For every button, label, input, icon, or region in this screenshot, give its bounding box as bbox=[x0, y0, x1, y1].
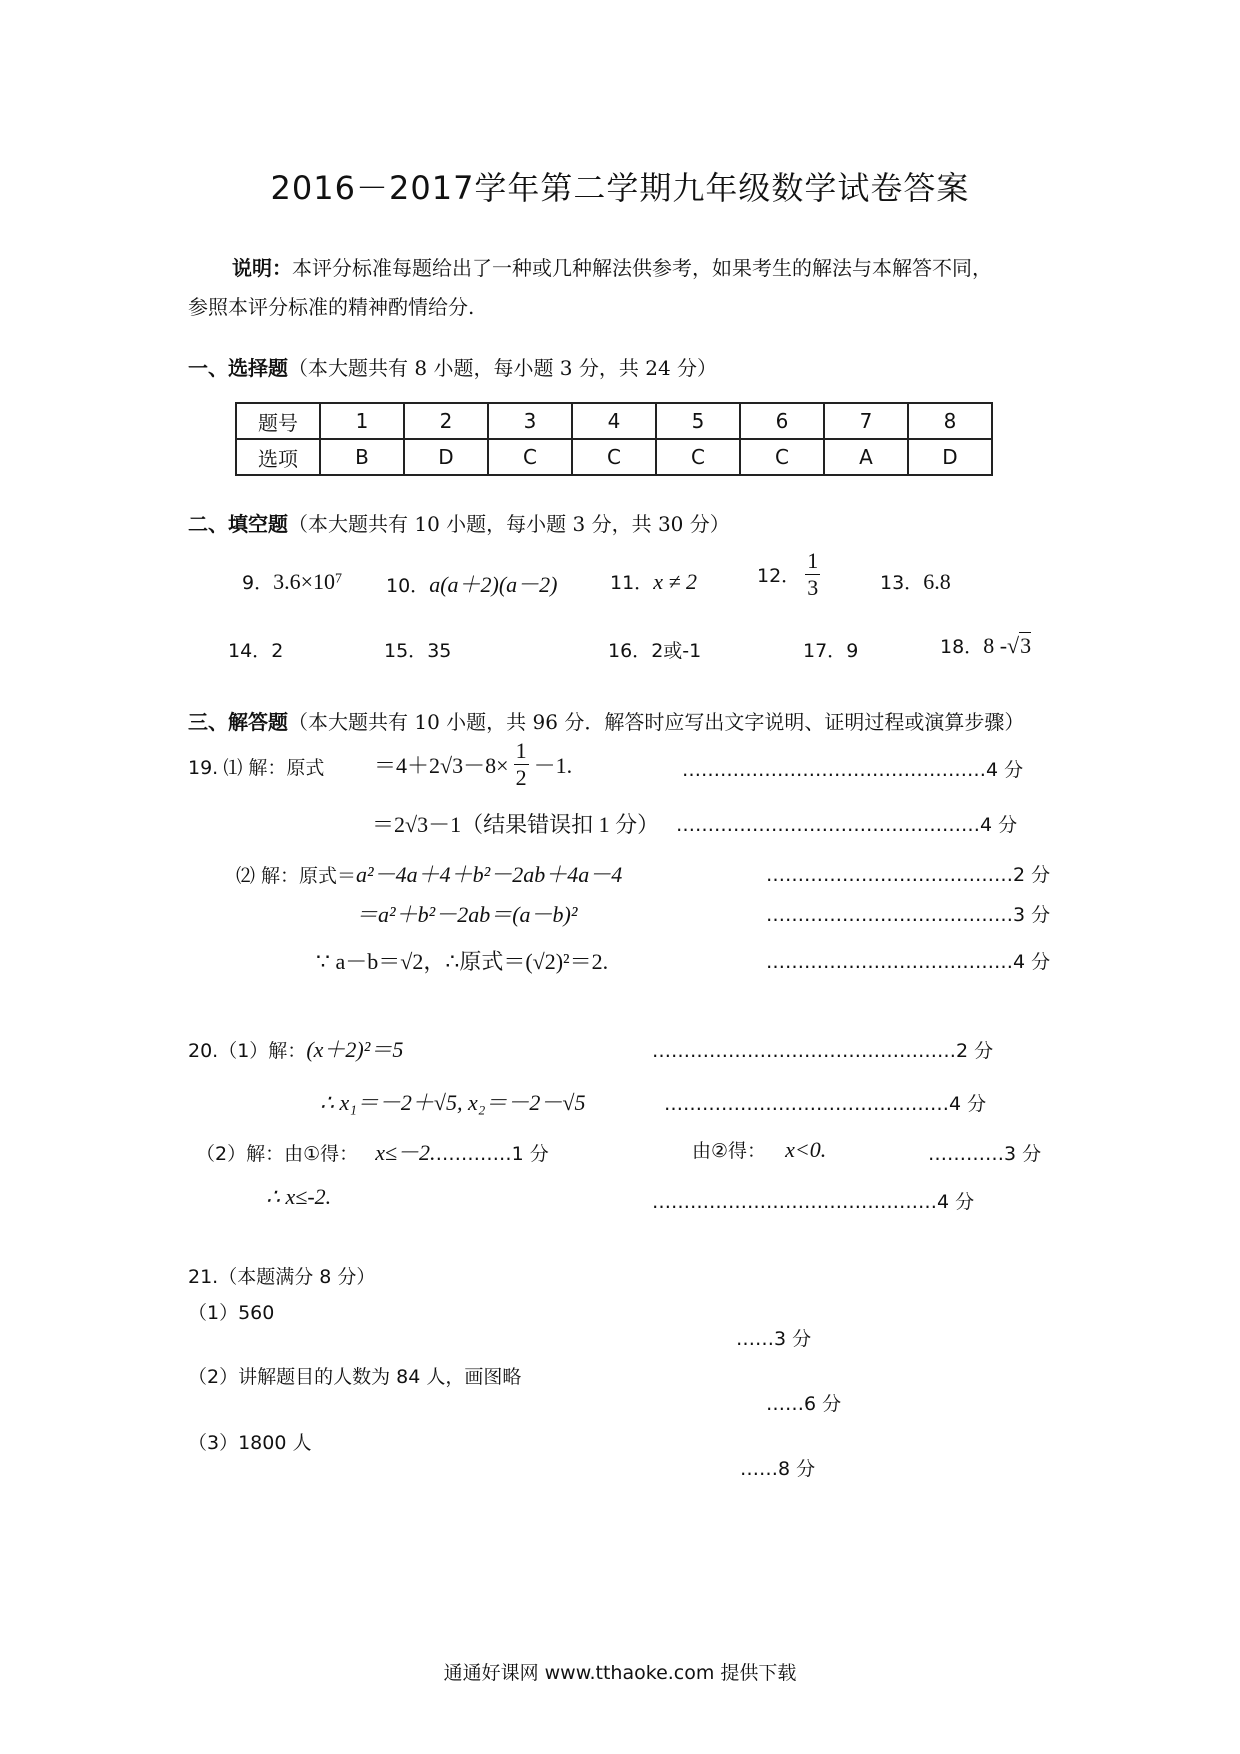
q21-heading: 21.（本题满分 8 分） bbox=[188, 1266, 376, 1288]
part-label: ⑵ 解：原式＝ bbox=[236, 865, 357, 887]
fill-answer-11 bbox=[610, 568, 697, 595]
section2-heading-line bbox=[188, 508, 730, 537]
table-cell-answer: C bbox=[572, 439, 656, 475]
section1-heading-line bbox=[188, 352, 717, 381]
score-dots: …………………………………2 分 bbox=[766, 864, 1051, 886]
table-header-answer: 选项 bbox=[236, 439, 320, 475]
answer-value: 3.6×10 bbox=[273, 569, 336, 594]
q19-part1-expression bbox=[374, 738, 572, 791]
table-header-question: 题号 bbox=[236, 403, 320, 439]
fraction-half bbox=[514, 738, 529, 791]
section3-heading-line bbox=[188, 706, 1024, 735]
score-dots: …………………………………4 分 bbox=[766, 951, 1051, 973]
fill-answer-10 bbox=[386, 568, 558, 599]
expression: x<0. bbox=[785, 1137, 827, 1162]
fraction-numerator: 1 bbox=[515, 738, 527, 763]
answer-fraction bbox=[805, 548, 820, 601]
score-dots: …………………………………3 分 bbox=[766, 904, 1051, 926]
note-label: 说明： bbox=[232, 256, 292, 280]
answer-table-row-questions bbox=[236, 403, 992, 439]
q21-part1: （1）560 bbox=[188, 1302, 275, 1324]
section1-heading: 一、选择题 bbox=[188, 356, 288, 380]
section2-heading: 二、填空题 bbox=[188, 512, 288, 536]
q19-part1-line1 bbox=[188, 753, 324, 780]
question-number: 18． bbox=[940, 636, 984, 658]
question-number: 11． bbox=[610, 572, 654, 594]
note-text-1: 本评分标准每题给出了一种或几种解法供参考，如果考生的解法与本解答不同， bbox=[292, 256, 992, 280]
fill-answer-14 bbox=[228, 636, 283, 663]
fill-answer-16 bbox=[608, 636, 701, 663]
fill-answer-12 bbox=[757, 548, 820, 601]
answer-exponent: 7 bbox=[335, 571, 343, 587]
score-dots: …………………………………………4 分 bbox=[682, 759, 1024, 781]
fill-answer-17 bbox=[803, 636, 858, 663]
part-label: 20.（1）解： bbox=[188, 1040, 307, 1062]
fraction-denominator: 3 bbox=[807, 575, 819, 600]
table-cell-question: 7 bbox=[824, 403, 908, 439]
table-cell-answer: C bbox=[656, 439, 740, 475]
expression: x≤－2. bbox=[375, 1140, 436, 1165]
expression: ＝4＋2√3－8× bbox=[374, 753, 509, 778]
table-cell-question: 1 bbox=[320, 403, 404, 439]
q21-part2: （2）讲解题目的人数为 84 人，画图略 bbox=[188, 1366, 522, 1388]
table-cell-answer: D bbox=[908, 439, 992, 475]
answer-table bbox=[235, 402, 993, 476]
fill-answer-18 bbox=[940, 632, 1031, 659]
q20-part2-line3: ∴ x≤-2. bbox=[266, 1184, 332, 1209]
page-title: 2016－2017学年第二学期九年级数学试卷答案 bbox=[270, 169, 970, 207]
part-label: ⑴ 解：原式 bbox=[223, 757, 325, 779]
answer-value: 35 bbox=[427, 640, 452, 662]
question-number: 17． bbox=[803, 640, 847, 662]
table-cell-answer: A bbox=[824, 439, 908, 475]
q19-part2-line3: ∵ a－b＝√2，∴原式＝(√2)²＝2. bbox=[316, 949, 609, 974]
answer-value: 9 bbox=[846, 640, 859, 662]
answer-value: 6.8 bbox=[923, 569, 951, 594]
q19-part2-line2: ＝a²＋b²－2ab＝(a－b)² bbox=[356, 902, 578, 927]
question-number: 9． bbox=[242, 572, 274, 594]
expression: a²－4a＋4＋b²－2ab＋4a－4 bbox=[356, 862, 623, 887]
section1-desc: （本大题共有 8 小题，每小题 3 分，共 24 分） bbox=[288, 356, 718, 380]
question-number: 10． bbox=[386, 575, 430, 597]
note-line-1 bbox=[232, 252, 992, 281]
expression-end: －1. bbox=[533, 753, 573, 778]
q21-part3: （3）1800 人 bbox=[188, 1432, 312, 1454]
table-cell-question: 3 bbox=[488, 403, 572, 439]
score-dots: …………………………………………2 分 bbox=[652, 1040, 994, 1062]
part-label: 由②得： bbox=[692, 1140, 767, 1162]
q19-part1-line2: ＝2√3－1（结果错误扣 1 分） bbox=[372, 812, 660, 837]
fill-answer-15 bbox=[384, 636, 451, 663]
table-cell-question: 2 bbox=[404, 403, 488, 439]
table-cell-answer: B bbox=[320, 439, 404, 475]
answer-value: 8 - bbox=[983, 633, 1008, 658]
fraction-numerator: 1 bbox=[807, 548, 819, 573]
question-number: 16． bbox=[608, 640, 652, 662]
score-dots: ………………………………………4 分 bbox=[652, 1191, 975, 1213]
expression: (x＋2)²＝5 bbox=[306, 1037, 404, 1062]
table-cell-answer: C bbox=[740, 439, 824, 475]
sqrt-radicand: 3 bbox=[1020, 633, 1032, 658]
question-number: 14． bbox=[228, 640, 272, 662]
score-dots: ………………………………………4 分 bbox=[664, 1093, 987, 1115]
question-number: 19. bbox=[188, 757, 219, 779]
answer-value: 2 bbox=[271, 640, 284, 662]
question-number: 12． bbox=[757, 565, 801, 587]
table-cell-question: 5 bbox=[656, 403, 740, 439]
q19-part2-line1 bbox=[236, 858, 622, 889]
table-cell-question: 8 bbox=[908, 403, 992, 439]
q20-part1-line1 bbox=[188, 1033, 403, 1064]
answer-table-row-answers bbox=[236, 439, 992, 475]
fill-answer-13 bbox=[880, 568, 951, 595]
section3-desc: （本大题共有 10 小题，共 96 分．解答时应写出文字说明、证明过程或演算步骤） bbox=[288, 710, 1025, 734]
score-dots: ……6 分 bbox=[766, 1393, 842, 1415]
section2-desc: （本大题共有 10 小题，每小题 3 分，共 30 分） bbox=[288, 512, 730, 536]
score-dots: …………………………………………4 分 bbox=[676, 814, 1018, 836]
part-label: （2）解：由①得： bbox=[196, 1143, 359, 1165]
table-cell-question: 6 bbox=[740, 403, 824, 439]
fill-answer-9 bbox=[242, 568, 342, 595]
table-cell-answer: C bbox=[488, 439, 572, 475]
answer-value: 2或-1 bbox=[651, 640, 702, 662]
q20-part2-line1b bbox=[692, 1136, 826, 1163]
fraction-denominator: 2 bbox=[515, 765, 527, 790]
score-dots: ……3 分 bbox=[736, 1328, 812, 1350]
answer-value: x ≠ 2 bbox=[653, 569, 698, 594]
footer-credit: 通通好课网 www.tthaoke.com 提供下载 bbox=[443, 1662, 797, 1684]
answer-value: a(a＋2)(a－2) bbox=[429, 572, 558, 597]
score-dots: ……8 分 bbox=[740, 1458, 816, 1480]
q20-part1-line2: ∴ x₁＝－2＋√5, x₂＝－2－√5 bbox=[320, 1090, 586, 1115]
table-cell-answer: D bbox=[404, 439, 488, 475]
sqrt-sign: √ bbox=[1007, 633, 1020, 658]
section3-heading: 三、解答题 bbox=[188, 710, 288, 734]
q20-part2-line1 bbox=[196, 1136, 549, 1167]
question-number: 15． bbox=[384, 640, 428, 662]
question-number: 13． bbox=[880, 572, 924, 594]
note-line-2: 参照本评分标准的精神酌情给分. bbox=[188, 295, 475, 319]
score-dots: …………3 分 bbox=[928, 1143, 1042, 1165]
table-cell-question: 4 bbox=[572, 403, 656, 439]
score-dots: …………1 分 bbox=[435, 1143, 549, 1165]
